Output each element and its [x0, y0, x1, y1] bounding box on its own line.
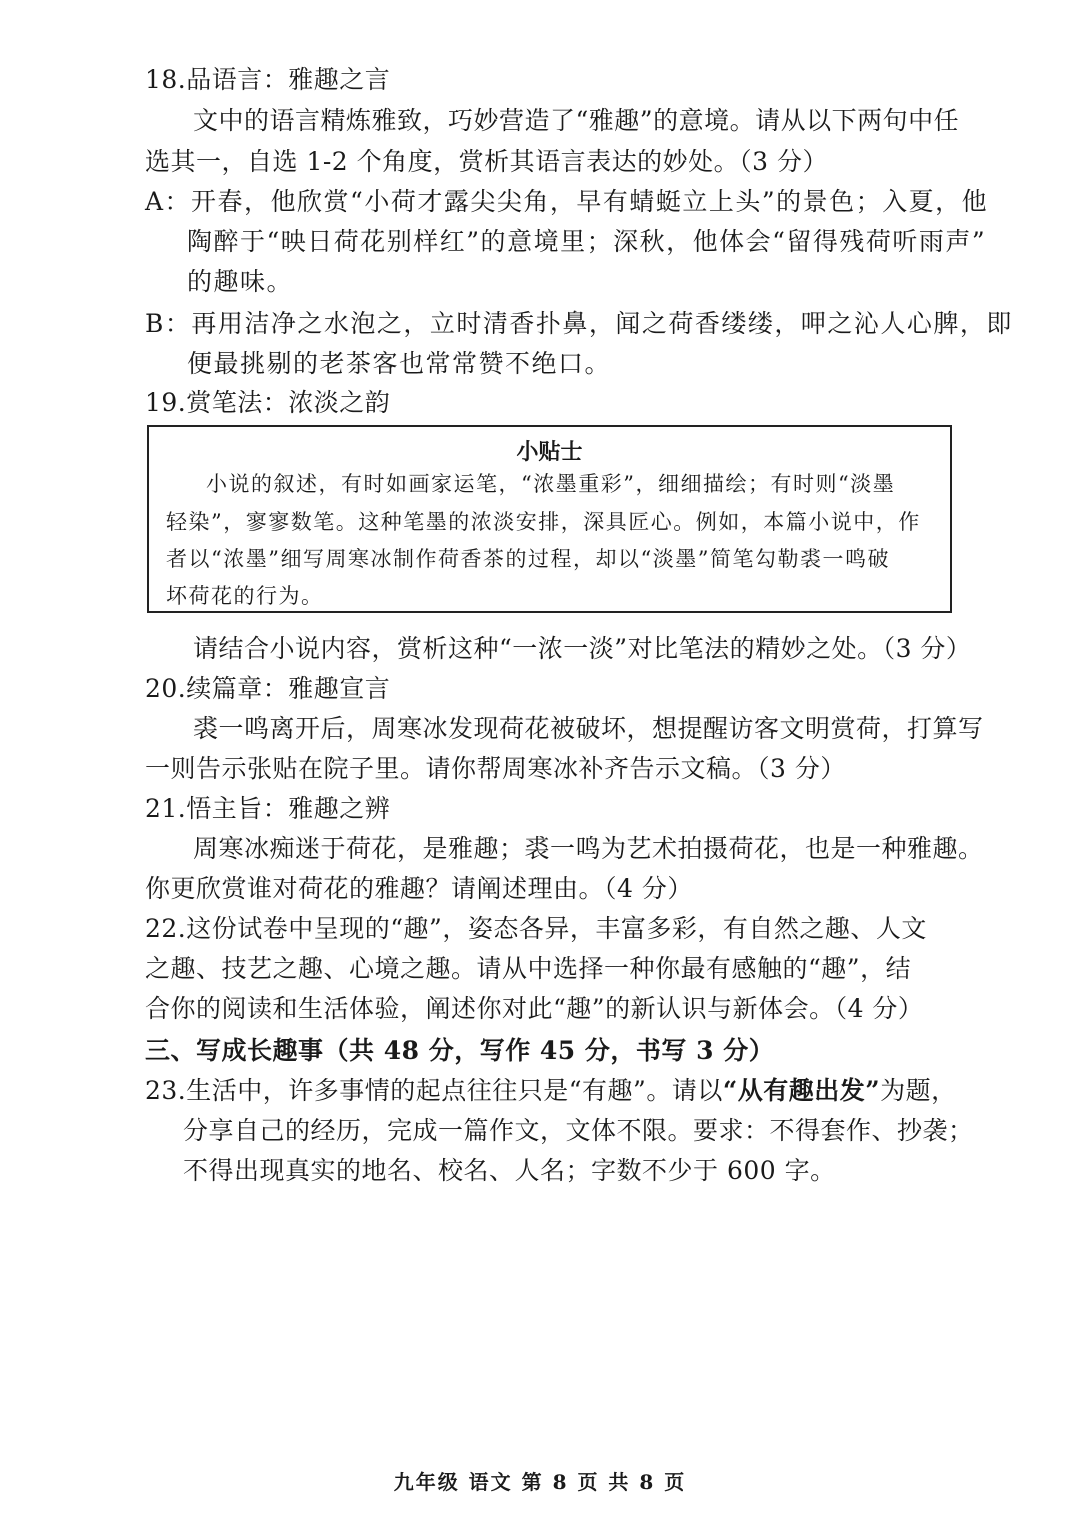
q20-title: 20.续篇章：雅趣宣言 [145, 674, 391, 703]
q18-option-a-line-1: A：开春，他欣赏“小荷才露尖尖角，早有蜻蜓立上头”的景色；入夏，他 [145, 187, 989, 216]
section-3-heading: 三、写成长趣事（共 48 分，写作 45 分，书写 3 分） [145, 1036, 775, 1065]
q18-option-a-line-2: 陶醉于“映日荷花别样红”的意境里；深秋，他体会“留得残荷听雨声” [187, 227, 987, 256]
q18-title: 18.品语言：雅趣之言 [145, 65, 391, 94]
tip-line-2: 轻染”，寥寥数笔。这种笔墨的浓淡安排，深具匠心。例如，本篇小说中，作 [166, 510, 921, 534]
q20-text-line-2: 一则告示张贴在院子里。请你帮周寒冰补齐告示文稿。（3 分） [145, 754, 846, 783]
q18-intro-line-1: 文中的语言精炼雅致，巧妙营造了“雅趣”的意境。请从以下两句中任 [193, 106, 960, 135]
q20-text-line-1: 裘一鸣离开后，周寒冰发现荷花被破坏，想提醒访客文明赏荷，打算写 [193, 714, 984, 743]
tip-box [147, 425, 952, 613]
q18-option-b-line-1: B：再用洁净之水泡之，立时清香扑鼻，闻之荷香缕缕，呷之沁人心脾，即 [145, 309, 1013, 338]
q23-line-3: 不得出现真实的地名、校名、人名；字数不少于 600 字。 [183, 1156, 836, 1185]
q23-line-1 [145, 1074, 957, 1108]
q18-option-a-line-3: 的趣味。 [187, 267, 294, 296]
q22-text-line-2: 之趣、技艺之趣、心境之趣。请从中选择一种你最有感触的“趣”，结 [145, 954, 912, 983]
q21-text-line-2: 你更欣赏谁对荷花的雅趣？请阐述理由。（4 分） [145, 874, 693, 903]
q23-line-1-text-a: 23.生活中，许多事情的起点往往只是“有趣”。请以 [145, 1076, 723, 1105]
tip-line-3: 者以“浓墨”细写周寒冰制作荷香茶的过程，却以“淡墨”简笔勾勒裘一鸣破 [166, 547, 890, 571]
q22-text-line-1: 22.这份试卷中呈现的“趣”，姿态各异，丰富多彩，有自然之趣、人文 [145, 914, 927, 943]
q18-intro-line-2: 选其一，自选 1-2 个角度，赏析其语言表达的妙处。（3 分） [145, 147, 829, 176]
q23-essay-title: “从有趣出发” [722, 1076, 881, 1105]
q18-option-b-line-2: 便最挑剔的老茶客也常常赞不绝口。 [187, 349, 612, 378]
q21-title: 21.悟主旨：雅趣之辨 [145, 794, 391, 823]
q19-question: 请结合小说内容，赏析这种“一浓一淡”对比笔法的精妙之处。（3 分） [193, 634, 972, 663]
q21-text-line-1: 周寒冰痴迷于荷花，是雅趣；裘一鸣为艺术拍摄荷花，也是一种雅趣。 [193, 834, 984, 863]
q23-line-2: 分享自己的经历，完成一篇作文，文体不限。要求：不得套作、抄袭； [183, 1116, 974, 1145]
tip-line-1: 小说的叙述，有时如画家运笔，“浓墨重彩”，细细描绘；有时则“淡墨 [206, 472, 896, 496]
q23-line-1-text-b: 为题， [880, 1076, 957, 1105]
page-footer: 九年级 语文 第 8 页 共 8 页 [393, 1470, 687, 1494]
q19-title: 19.赏笔法：浓淡之韵 [145, 388, 391, 417]
tip-line-4: 坏荷花的行为。 [166, 584, 324, 608]
q22-text-line-3: 合你的阅读和生活体验，阐述你对此“趣”的新认识与新体会。（4 分） [145, 994, 924, 1023]
tip-title: 小贴士 [516, 439, 583, 465]
